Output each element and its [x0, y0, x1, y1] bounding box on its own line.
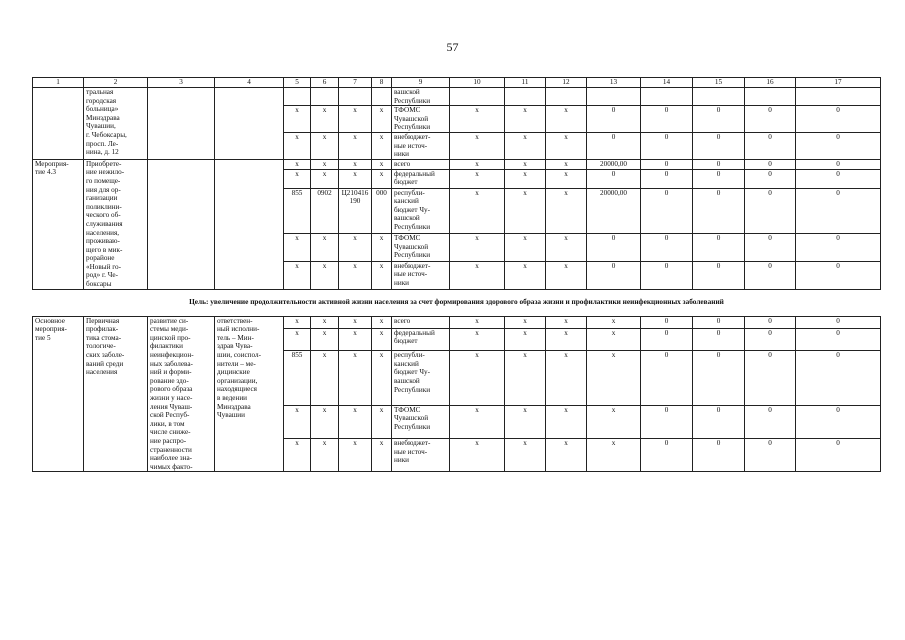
value-cell: 855 — [284, 188, 311, 234]
value-cell: 0 — [693, 405, 745, 438]
source-cell: вашской Республики — [392, 88, 450, 106]
value-cell: х — [372, 316, 392, 328]
goal-row — [33, 289, 881, 316]
value-cell: 0 — [587, 106, 641, 133]
header-cell: 15 — [693, 78, 745, 88]
value-cell: 0 — [745, 351, 796, 406]
value-cell: х — [587, 405, 641, 438]
value-cell: 0 — [693, 159, 745, 169]
goal-cell — [148, 88, 215, 160]
value-cell: х — [339, 405, 372, 438]
value-cell: х — [311, 405, 339, 438]
goal-heading: Цель: увеличение продолжительности активной жизни населения за счет формирования здорового образа жизни и профилактики неинфекционных заболеваний — [33, 289, 881, 316]
value-cell — [311, 88, 339, 106]
source-cell: внебюджет- ные источ- ники — [392, 261, 450, 289]
header-cell: 8 — [372, 78, 392, 88]
value-cell — [505, 88, 546, 106]
value-cell: х — [546, 351, 587, 406]
value-cell: х — [587, 316, 641, 328]
value-cell: х — [450, 169, 505, 188]
value-cell: х — [339, 234, 372, 262]
value-cell: х — [311, 106, 339, 133]
value-cell: 0 — [693, 234, 745, 262]
value-cell: 0 — [745, 234, 796, 262]
value-cell — [372, 88, 392, 106]
value-cell: 0 — [745, 261, 796, 289]
source-cell: республи- канский бюджет Чу- вашской Республики — [392, 188, 450, 234]
value-cell: х — [546, 328, 587, 351]
value-cell: 0 — [796, 328, 881, 351]
header-cell: 6 — [311, 78, 339, 88]
value-cell: х — [311, 261, 339, 289]
value-cell — [641, 88, 693, 106]
source-cell: внебюджет- ные источ- ники — [392, 439, 450, 472]
responsible-cell: ответствен- ный исполни- тель – Мин- здрав Чува- шии, соиспол- нители – ме- дицинские организации, находящиеся в ведении Минздрава Чувашии — [215, 316, 284, 472]
value-cell: х — [311, 351, 339, 406]
source-cell: внебюджет- ные источ- ники — [392, 132, 450, 159]
value-cell: 0 — [745, 106, 796, 133]
value-cell: х — [372, 351, 392, 406]
value-cell — [745, 88, 796, 106]
value-cell: 0 — [693, 132, 745, 159]
value-cell: 0 — [641, 405, 693, 438]
value-cell: х — [587, 439, 641, 472]
value-cell: 0 — [745, 328, 796, 351]
value-cell: х — [450, 132, 505, 159]
value-cell: х — [339, 106, 372, 133]
value-cell: 0 — [693, 188, 745, 234]
value-cell: 20000,00 — [587, 159, 641, 169]
value-cell: 0 — [641, 106, 693, 133]
source-cell: ТФОМС Чувашской Республики — [392, 234, 450, 262]
value-cell: 0 — [693, 316, 745, 328]
value-cell: 0 — [693, 351, 745, 406]
value-cell: х — [311, 159, 339, 169]
value-cell: х — [505, 159, 546, 169]
value-cell: 0 — [796, 316, 881, 328]
value-cell: 0 — [587, 234, 641, 262]
header-cell: 3 — [148, 78, 215, 88]
value-cell: х — [372, 261, 392, 289]
value-cell: 0 — [641, 316, 693, 328]
source-cell: федеральный бюджет — [392, 169, 450, 188]
value-cell: 0 — [693, 261, 745, 289]
header-cell: 17 — [796, 78, 881, 88]
header-cell: 10 — [450, 78, 505, 88]
value-cell: х — [339, 351, 372, 406]
value-cell: х — [284, 159, 311, 169]
value-cell: х — [339, 132, 372, 159]
value-cell: х — [546, 261, 587, 289]
value-cell: 20000,00 — [587, 188, 641, 234]
value-cell: 0 — [641, 132, 693, 159]
header-cell: 1 — [33, 78, 84, 88]
table-row — [33, 88, 881, 106]
value-cell: х — [587, 351, 641, 406]
value-cell: х — [546, 106, 587, 133]
value-cell: х — [284, 328, 311, 351]
value-cell: 0 — [796, 234, 881, 262]
value-cell: х — [339, 169, 372, 188]
value-cell: х — [505, 439, 546, 472]
value-cell: Ц210416 190 — [339, 188, 372, 234]
value-cell: 0 — [641, 234, 693, 262]
value-cell: 0 — [587, 169, 641, 188]
value-cell: х — [450, 328, 505, 351]
value-cell: х — [546, 159, 587, 169]
value-cell: 0 — [587, 261, 641, 289]
value-cell: 0 — [745, 316, 796, 328]
header-cell: 2 — [84, 78, 148, 88]
value-cell: х — [284, 106, 311, 133]
value-cell: х — [505, 188, 546, 234]
value-cell: 0 — [745, 159, 796, 169]
value-cell: х — [505, 405, 546, 438]
value-cell: х — [372, 132, 392, 159]
value-cell: х — [450, 351, 505, 406]
value-cell: х — [339, 261, 372, 289]
value-cell: х — [284, 169, 311, 188]
value-cell: 0 — [796, 351, 881, 406]
activity-cell: Мероприя- тие 4.3 — [33, 159, 84, 289]
budget-table — [32, 77, 881, 472]
value-cell: 0 — [745, 132, 796, 159]
value-cell: х — [284, 234, 311, 262]
value-cell: х — [450, 316, 505, 328]
source-cell: всего — [392, 316, 450, 328]
value-cell: х — [587, 328, 641, 351]
value-cell: х — [372, 405, 392, 438]
value-cell — [796, 88, 881, 106]
value-cell: х — [372, 106, 392, 133]
value-cell: 0 — [587, 132, 641, 159]
value-cell: х — [372, 159, 392, 169]
value-cell: х — [311, 234, 339, 262]
value-cell: х — [546, 132, 587, 159]
value-cell: х — [505, 106, 546, 133]
value-cell: х — [372, 234, 392, 262]
value-cell: х — [311, 169, 339, 188]
value-cell: 0 — [641, 159, 693, 169]
value-cell: х — [450, 439, 505, 472]
value-cell: х — [339, 439, 372, 472]
column-number-row — [33, 78, 881, 88]
value-cell: х — [505, 234, 546, 262]
header-cell: 16 — [745, 78, 796, 88]
activity-cell: Основное мероприя- тие 5 — [33, 316, 84, 472]
value-cell — [587, 88, 641, 106]
value-cell: х — [546, 234, 587, 262]
page-number: 57 — [446, 40, 459, 54]
value-cell: х — [284, 405, 311, 438]
activity-description-cell: Первичная профилак- тика стома- тологиче- ских заболе- ваний среди населения — [84, 316, 148, 472]
value-cell: х — [450, 234, 505, 262]
executor-cell: тральная городская больница» Минздрава Чувашии, г. Чебоксары, просп. Ле- нина, д. 12 — [84, 88, 148, 160]
value-cell: 0 — [796, 439, 881, 472]
value-cell: х — [450, 106, 505, 133]
goal-cell: развитие си- стемы меди- цинской про- филактики неинфекцион- ных заболева- ний и форми- рование здо- рового образа жизни у насе- ления Чуваш- ской Респуб- лики, в том числе сниже- ние распро- страненности наиболее зна- чимых факто- — [148, 316, 215, 472]
responsible-cell — [215, 159, 284, 289]
header-cell: 5 — [284, 78, 311, 88]
table-row — [33, 316, 881, 328]
value-cell: х — [284, 316, 311, 328]
value-cell: 0 — [796, 261, 881, 289]
value-cell — [693, 88, 745, 106]
value-cell: х — [372, 169, 392, 188]
value-cell: х — [546, 316, 587, 328]
value-cell: х — [450, 188, 505, 234]
goal-cell — [148, 159, 215, 289]
value-cell: х — [450, 159, 505, 169]
value-cell: 0 — [796, 188, 881, 234]
value-cell: х — [505, 132, 546, 159]
header-cell: 13 — [587, 78, 641, 88]
value-cell: 0 — [796, 405, 881, 438]
header-cell: 11 — [505, 78, 546, 88]
header-cell: 9 — [392, 78, 450, 88]
value-cell: х — [311, 328, 339, 351]
value-cell: х — [505, 316, 546, 328]
value-cell: х — [339, 159, 372, 169]
value-cell: 0 — [641, 351, 693, 406]
value-cell: 0 — [641, 439, 693, 472]
value-cell: 0 — [693, 169, 745, 188]
value-cell: х — [284, 132, 311, 159]
value-cell: х — [546, 188, 587, 234]
source-cell: всего — [392, 159, 450, 169]
activity-cell — [33, 88, 84, 160]
value-cell: х — [505, 351, 546, 406]
value-cell: х — [546, 439, 587, 472]
header-cell: 14 — [641, 78, 693, 88]
value-cell: х — [546, 405, 587, 438]
value-cell: 0 — [641, 188, 693, 234]
value-cell: х — [450, 261, 505, 289]
value-cell: 0 — [745, 405, 796, 438]
value-cell: х — [311, 439, 339, 472]
value-cell: 0 — [796, 169, 881, 188]
header-cell: 12 — [546, 78, 587, 88]
value-cell — [546, 88, 587, 106]
value-cell: х — [311, 316, 339, 328]
header-cell: 7 — [339, 78, 372, 88]
value-cell: 0 — [641, 328, 693, 351]
value-cell: х — [311, 132, 339, 159]
value-cell: 0 — [693, 106, 745, 133]
value-cell: х — [339, 316, 372, 328]
source-cell: республи- канский бюджет Чу- вашской Республики — [392, 351, 450, 406]
value-cell: 855 — [284, 351, 311, 406]
value-cell: х — [505, 328, 546, 351]
value-cell: х — [505, 169, 546, 188]
value-cell: 000 — [372, 188, 392, 234]
value-cell: 0 — [641, 261, 693, 289]
value-cell: 0 — [693, 439, 745, 472]
header-cell: 4 — [215, 78, 284, 88]
value-cell: х — [372, 439, 392, 472]
activity-description-cell: Приобрете- ние нежило- го помеще- ния для ор- ганизации поликлини- ческого об- служивания населения, проживаю- щего в мик- рорайоне «Новый го- род» г. Че- боксары — [84, 159, 148, 289]
value-cell: 0 — [693, 328, 745, 351]
value-cell — [339, 88, 372, 106]
source-cell: ТФОМС Чувашской Республики — [392, 106, 450, 133]
value-cell: 0 — [796, 132, 881, 159]
source-cell: федеральный бюджет — [392, 328, 450, 351]
value-cell — [450, 88, 505, 106]
value-cell: х — [284, 439, 311, 472]
value-cell — [284, 88, 311, 106]
value-cell: х — [284, 261, 311, 289]
value-cell: 0 — [745, 188, 796, 234]
value-cell: 0 — [796, 106, 881, 133]
value-cell: х — [450, 405, 505, 438]
value-cell: 0 — [745, 439, 796, 472]
value-cell: х — [372, 328, 392, 351]
table-row — [33, 159, 881, 169]
value-cell: х — [546, 169, 587, 188]
value-cell: 0 — [796, 159, 881, 169]
value-cell: 0 — [641, 169, 693, 188]
value-cell: х — [505, 261, 546, 289]
source-cell: ТФОМС Чувашской Республики — [392, 405, 450, 438]
value-cell: 0 — [745, 169, 796, 188]
value-cell: х — [339, 328, 372, 351]
responsible-cell — [215, 88, 284, 160]
value-cell: 0902 — [311, 188, 339, 234]
